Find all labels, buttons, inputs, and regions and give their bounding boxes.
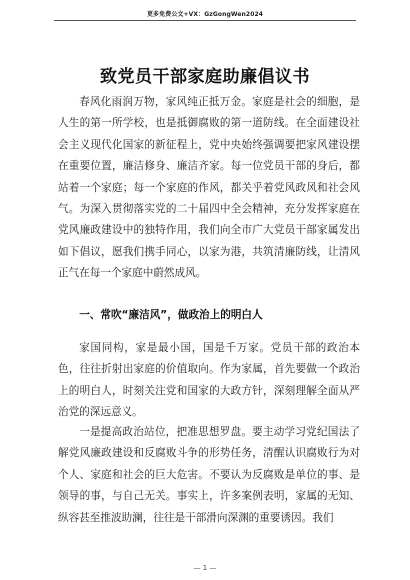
page-number: — 1 — <box>193 564 217 572</box>
document-title: 致党员干部家庭助廉倡议书 <box>100 67 310 87</box>
body-paragraph: 家国同构，家是最小国，国是千万家。党员干部的政治本色，往往折射出家庭的价值取向。作为家属，首先要做一个政治上的明白人，时刻关注党和国家的大政方针，深刻理解全面从严治党的深远意义。 <box>58 342 360 419</box>
header-note: 更多免费公文+VX：GzGongWen2024 <box>146 11 264 18</box>
section-heading: 一、常吹“廉洁风”，做政治上的明白人 <box>79 309 263 321</box>
header-divider <box>54 20 356 21</box>
body-paragraph: 一是提高政治站位，把准思想罗盘。要主动学习党纪国法了解党风廉政建设和反腐败斗争的形势任务，清醒认识腐败行为对个人、家庭和社会的巨大危害。不要认为反腐败是单位的事、是领导的事，与自己无关。事实上，许多案例表明，家属的无知、纵容甚至推波助澜，往往是干部滑向深渊的重要诱因。我们 <box>58 426 360 524</box>
intro-paragraph: 春风化雨润万物，家风纯正抵万金。家庭是社会的细胞，是人生的第一所学校，也是抵御腐败的第一道防线。在全面建设社会主义现代化国家的新征程上，党中央始终强调要把家风建设摆在重要位置，廉洁修身、廉洁齐家。每一位党员干部的身后，都站着一个家庭；每一个家庭的作风，都关乎着党风政风和社会风气。为深入贯彻落实党的二十届四中全会精神，充分发挥家庭在党风廉政建设中的独特作用，我们向全市广大党员干部家属发出如下倡议，愿我们携手同心，以家为港，共筑清廉防线，让清风正气在每一个家庭中蔚然成风。 <box>58 96 360 280</box>
